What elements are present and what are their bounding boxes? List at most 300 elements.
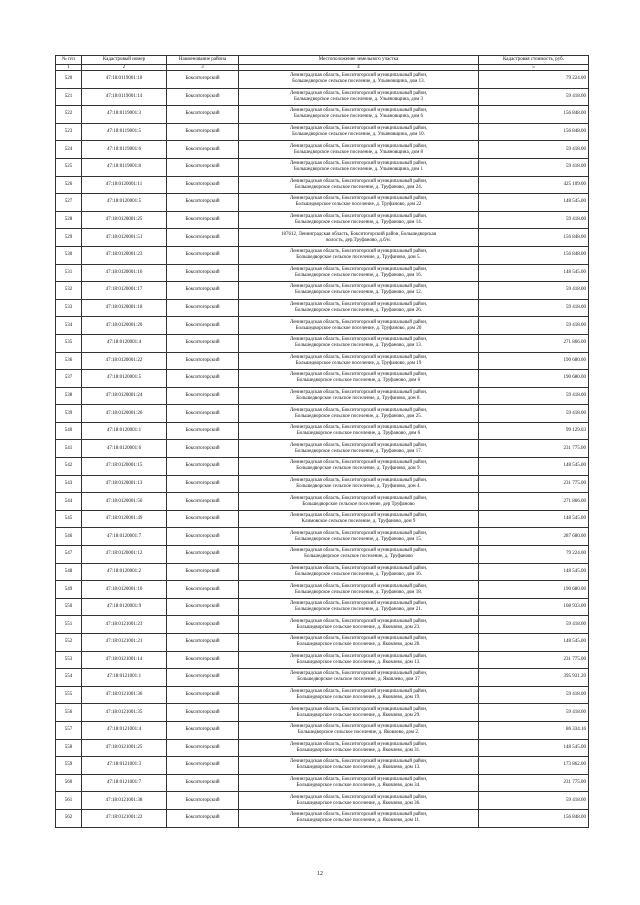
table-row xyxy=(56,106,589,124)
cadastral-value-cell: 148 545.00 xyxy=(479,264,589,282)
location-cell xyxy=(239,123,479,141)
location-line-2: Большедворское сельское поселение, д. Труфаново, дом 6 xyxy=(296,378,421,384)
location-line-1: Ленинградская область, Бокситогорский муниципальный район, xyxy=(289,143,428,149)
district-cell: Бокситогорский xyxy=(167,141,239,159)
cadastral-number-cell: 47:18:0121001:23 xyxy=(82,616,167,634)
cadastral-number-cell: 47:18:0120001:49 xyxy=(82,510,167,528)
location-line-1: Ленинградская область, Бокситогорский муниципальный район, xyxy=(289,249,428,255)
location-line-1: Ленинградская область, Бокситогорский муниципальный район, xyxy=(289,724,428,730)
table-row xyxy=(56,334,589,352)
location-cell xyxy=(239,370,479,388)
district-cell: Бокситогорский xyxy=(167,71,239,89)
location-line-2: Большедворское сельское поселение, д. Труфаново xyxy=(304,554,413,560)
location-line-1: Ленинградская область, Бокситогорский муниципальный район, xyxy=(289,389,428,395)
cadastral-value-cell: 59 418.00 xyxy=(479,88,589,106)
cadastral-number-cell: 47:18:0120001:20 xyxy=(82,317,167,335)
location-cell xyxy=(239,739,479,757)
district-cell: Бокситогорский xyxy=(167,563,239,581)
location-line-2: Большедворское сельское поселение, д. Труфаново, дом 4. xyxy=(296,483,421,489)
district-cell: Бокситогорский xyxy=(167,282,239,300)
cadastral-value-cell: 231 775.00 xyxy=(479,651,589,669)
table-row xyxy=(56,246,589,264)
cadastral-value-cell: 59 418.00 xyxy=(479,616,589,634)
cadastral-value-cell: 156 848.00 xyxy=(479,106,589,124)
row-number-cell: 521 xyxy=(56,88,82,106)
district-cell: Бокситогорский xyxy=(167,422,239,440)
table-row xyxy=(56,71,589,89)
location-line-2: Большедворское сельское поселение, д. Труфаново, дом 21. xyxy=(295,607,422,613)
row-number-cell: 532 xyxy=(56,282,82,300)
row-number-cell: 561 xyxy=(56,792,82,810)
cadastral-value-cell: 271 866.00 xyxy=(479,493,589,511)
location-line-2: Большедворское сельское поселение, д. Труфаново, дом 17. xyxy=(295,448,422,454)
location-line-1: Ленинградская область, Бокситогорский муниципальный район, xyxy=(289,337,428,343)
district-cell: Бокситогорский xyxy=(167,493,239,511)
location-cell xyxy=(239,71,479,89)
row-number-cell: 537 xyxy=(56,370,82,388)
table-row xyxy=(56,563,589,581)
cadastral-number-cell: 47:18:0120001:56 xyxy=(82,493,167,511)
row-number-cell: 549 xyxy=(56,581,82,599)
cadastral-value-cell: 190 680.00 xyxy=(479,581,589,599)
table-row xyxy=(56,282,589,300)
district-cell: Бокситогорский xyxy=(167,598,239,616)
table-header-row xyxy=(56,56,589,65)
cadastral-number-cell: 47:18:0120001:6 xyxy=(82,440,167,458)
table-row xyxy=(56,616,589,634)
district-cell: Бокситогорский xyxy=(167,317,239,335)
cadastral-value-cell: 59 418.00 xyxy=(479,317,589,335)
row-number-cell: 546 xyxy=(56,528,82,546)
location-line-1: Ленинградская область, Бокситогорский муниципальный район, xyxy=(289,196,428,202)
row-number-cell: 535 xyxy=(56,334,82,352)
location-line-2: Большедворское сельское поселение, д. Ульяновщина, дом 3 xyxy=(293,96,424,102)
location-line-2: Большедворское сельское поселение, д. Яковлево, дом 37 xyxy=(297,677,420,683)
column-number: 5 xyxy=(479,65,589,71)
location-cell xyxy=(239,264,479,282)
cadastral-number-cell: 47:18:0120001:23 xyxy=(82,246,167,264)
table-row xyxy=(56,317,589,335)
location-cell xyxy=(239,352,479,370)
location-line-2: Большедворское сельское поселение, д. Ульяновщина, дом 8 xyxy=(293,149,424,155)
table-row xyxy=(56,792,589,810)
cadastral-number-cell: 47:18:0119001:14 xyxy=(82,88,167,106)
header-cadastral-value: Кадастровая стоимость, руб. xyxy=(479,56,589,65)
location-cell xyxy=(239,493,479,511)
cadastral-value-cell: 156 848.00 xyxy=(479,123,589,141)
cadastral-value-cell: 148 545.00 xyxy=(479,510,589,528)
district-cell: Бокситогорский xyxy=(167,686,239,704)
location-line-1: Ленинградская область, Бокситогорский муниципальный район, xyxy=(289,284,428,290)
column-number: 3 xyxy=(167,65,239,71)
district-cell: Бокситогорский xyxy=(167,106,239,124)
cadastral-number-cell: 47:18:0121001:22 xyxy=(82,809,167,827)
cadastral-number-cell: 47:18:0121001:25 xyxy=(82,739,167,757)
location-cell xyxy=(239,774,479,792)
row-number-cell: 547 xyxy=(56,546,82,564)
row-number-cell: 553 xyxy=(56,651,82,669)
location-cell xyxy=(239,528,479,546)
cadastral-number-cell: 47:18:0120001:25 xyxy=(82,211,167,229)
location-line-1: Ленинградская область, Бокситогорский муниципальный район, xyxy=(289,706,428,712)
cadastral-number-cell: 47:18:0121001:38 xyxy=(82,792,167,810)
header-district: Наименование района xyxy=(167,56,239,65)
location-line-2: Большедворское сельское поселение, д. Ульяновщина, дом 13. xyxy=(292,79,425,85)
table-row xyxy=(56,352,589,370)
column-number: 2 xyxy=(82,65,167,71)
district-cell: Бокситогорский xyxy=(167,334,239,352)
location-line-2: Большедворское сельское поселение, д. Яковлево, дом 34. xyxy=(296,783,421,789)
cadastral-value-cell: 287 680.00 xyxy=(479,528,589,546)
row-number-cell: 555 xyxy=(56,686,82,704)
cadastral-number-cell: 47:18:0121001:36 xyxy=(82,686,167,704)
district-cell: Бокситогорский xyxy=(167,581,239,599)
location-cell xyxy=(239,405,479,423)
location-line-2: Большедворское сельское поселение, д. Труфаново, дом 18. xyxy=(295,589,422,595)
location-line-1: Ленинградская область, Бокситогорский муниципальный район, xyxy=(289,583,428,589)
location-line-1: Ленинградская область, Бокситогорский муниципальный район, xyxy=(289,689,428,695)
district-cell: Бокситогорский xyxy=(167,299,239,317)
district-cell: Бокситогорский xyxy=(167,475,239,493)
table-row xyxy=(56,528,589,546)
cadastral-value-cell: 59 418.00 xyxy=(479,387,589,405)
row-number-cell: 562 xyxy=(56,809,82,827)
cadastral-number-cell: 47:18:0119001:5 xyxy=(82,123,167,141)
location-line-2: Большедворское сельское поселение, д. Яковлево, дом 36. xyxy=(296,800,421,806)
district-cell: Бокситогорский xyxy=(167,387,239,405)
cadastral-number-cell: 47:18:0120001:13 xyxy=(82,475,167,493)
district-cell: Бокситогорский xyxy=(167,176,239,194)
cadastral-value-cell: 425 109.00 xyxy=(479,176,589,194)
cadastral-value-cell: 59 418.00 xyxy=(479,792,589,810)
location-line-2: Большедворское сельское поселение, д. Труфаново, дом 16. xyxy=(295,571,422,577)
location-line-1: Ленинградская область, Бокситогорский муниципальный район, xyxy=(289,671,428,677)
row-number-cell: 540 xyxy=(56,422,82,440)
location-cell xyxy=(239,387,479,405)
cadastral-number-cell: 47:18:0120001:2 xyxy=(82,563,167,581)
location-line-1: Ленинградская область, Бокситогорский муниципальный район, xyxy=(289,178,428,184)
district-cell: Бокситогорский xyxy=(167,634,239,652)
location-line-2: Большедворское сельское поселение, д. Труфаново, дом 6 xyxy=(296,431,421,437)
location-line-2: Большедворское сельское поселение, д. Яковлево, дом 29. xyxy=(296,712,421,718)
district-cell: Бокситогорский xyxy=(167,211,239,229)
cadastral-value-cell: 148 545.00 xyxy=(479,563,589,581)
district-cell: Бокситогорский xyxy=(167,194,239,212)
location-line-2: Большедворское сельское поселение, д. Труфаново, дом 5. xyxy=(296,255,421,261)
cadastral-value-cell: 148 545.00 xyxy=(479,739,589,757)
table-row xyxy=(56,739,589,757)
cadastral-value-cell: 148 545.00 xyxy=(479,458,589,476)
district-cell: Бокситогорский xyxy=(167,757,239,775)
location-cell xyxy=(239,475,479,493)
location-cell xyxy=(239,88,479,106)
row-number-cell: 536 xyxy=(56,352,82,370)
table-row xyxy=(56,299,589,317)
location-cell xyxy=(239,106,479,124)
row-number-cell: 545 xyxy=(56,510,82,528)
cadastral-value-cell: 231 775.00 xyxy=(479,440,589,458)
row-number-cell: 543 xyxy=(56,475,82,493)
district-cell: Бокситогорский xyxy=(167,246,239,264)
location-line-1: Ленинградская область, Бокситогорский муниципальный район, xyxy=(289,636,428,642)
district-cell: Бокситогорский xyxy=(167,792,239,810)
table-row xyxy=(56,774,589,792)
row-number-cell: 560 xyxy=(56,774,82,792)
cadastral-number-cell: 47:18:0120001:5 xyxy=(82,194,167,212)
cadastral-value-cell: 156 848.00 xyxy=(479,229,589,247)
cadastral-number-cell: 47:18:0120001:18 xyxy=(82,299,167,317)
header-cadastral-number: Кадастровый номер xyxy=(82,56,167,65)
table-row xyxy=(56,581,589,599)
table-row xyxy=(56,387,589,405)
table-row xyxy=(56,634,589,652)
location-line-1: Ленинградская область, Бокситогорский муниципальный район, xyxy=(289,618,428,624)
row-number-cell: 522 xyxy=(56,106,82,124)
location-cell xyxy=(239,669,479,687)
location-cell xyxy=(239,563,479,581)
location-cell xyxy=(239,229,479,247)
district-cell: Бокситогорский xyxy=(167,651,239,669)
location-line-1: 187612, Ленинградская область, Бокситогорский район, Большедворская xyxy=(280,231,437,237)
location-cell xyxy=(239,651,479,669)
location-line-2: Большедворское сельское поселение, д. Яковлево, дом 2. xyxy=(297,730,420,736)
district-cell: Бокситогорский xyxy=(167,616,239,634)
cadastral-number-cell: 47:18:0120001:10 xyxy=(82,581,167,599)
column-number: 4 xyxy=(239,65,479,71)
location-cell xyxy=(239,211,479,229)
cadastral-number-cell: 47:18:0121001:14 xyxy=(82,651,167,669)
cadastral-value-cell: 271 866.00 xyxy=(479,334,589,352)
location-cell xyxy=(239,334,479,352)
location-line-2: волость, дер.Труфаново, д.б/н. xyxy=(326,237,391,243)
district-cell: Бокситогорский xyxy=(167,546,239,564)
row-number-cell: 559 xyxy=(56,757,82,775)
location-line-1: Ленинградская область, Бокситогорский муниципальный район, xyxy=(289,425,428,431)
location-line-1: Ленинградская область, Бокситогорский муниципальный район, xyxy=(289,73,428,79)
table-row xyxy=(56,809,589,827)
location-line-2: Большедворское сельское поселение, д. Ульяновщина, дом 1 xyxy=(293,167,424,173)
location-cell xyxy=(239,581,479,599)
location-cell xyxy=(239,510,479,528)
cadastral-value-cell: 173 862.00 xyxy=(479,757,589,775)
location-line-2: Большедворское сельское поселение, д. Яковлево, дом 19. xyxy=(296,695,421,701)
row-number-cell: 529 xyxy=(56,229,82,247)
table-row xyxy=(56,158,589,176)
district-cell: Бокситогорский xyxy=(167,739,239,757)
table-row xyxy=(56,264,589,282)
table-row xyxy=(56,405,589,423)
location-cell xyxy=(239,704,479,722)
location-line-1: Ленинградская область, Бокситогорский муниципальный район, xyxy=(289,548,428,554)
column-number: 1 xyxy=(56,65,82,71)
district-cell: Бокситогорский xyxy=(167,264,239,282)
table-row xyxy=(56,651,589,669)
location-line-1: Ленинградская область, Бокситогорский муниципальный район, xyxy=(289,812,428,818)
location-line-1: Ленинградская область, Бокситогорский муниципальный район, xyxy=(289,741,428,747)
row-number-cell: 551 xyxy=(56,616,82,634)
location-line-2: Большедворское сельское поселение, д. Яковлево, дом 13. xyxy=(296,659,421,665)
cadastral-value-cell: 79 224.00 xyxy=(479,546,589,564)
cadastral-number-cell: 47:18:0120001:1 xyxy=(82,422,167,440)
location-line-2: Большедворское сельское поселение, д. Труфаново, дом 26. xyxy=(295,308,422,314)
cadastral-value-cell: 99 129.03 xyxy=(479,422,589,440)
cadastral-value-cell: 156 848.00 xyxy=(479,809,589,827)
location-line-1: Ленинградская область, Бокситогорский муниципальный район, xyxy=(289,319,428,325)
cadastral-value-cell: 59 418.00 xyxy=(479,686,589,704)
location-line-1: Ленинградская область, Бокситогорский муниципальный район, xyxy=(289,513,428,519)
cadastral-value-cell: 59 418.00 xyxy=(479,211,589,229)
cadastral-value-cell: 190 680.00 xyxy=(479,352,589,370)
location-line-1: Ленинградская область, Бокситогорский муниципальный район, xyxy=(289,565,428,571)
row-number-cell: 538 xyxy=(56,387,82,405)
district-cell: Бокситогорский xyxy=(167,158,239,176)
row-number-cell: 539 xyxy=(56,405,82,423)
district-cell: Бокситогорский xyxy=(167,528,239,546)
cadastral-value-cell: 59 418.00 xyxy=(479,141,589,159)
cadastral-number-cell: 47:18:0120001:15 xyxy=(82,458,167,476)
cadastral-number-cell: 47:18:0121001:35 xyxy=(82,704,167,722)
location-cell xyxy=(239,176,479,194)
location-cell xyxy=(239,792,479,810)
cadastral-number-cell: 47:18:0120001:11 xyxy=(82,176,167,194)
row-number-cell: 528 xyxy=(56,211,82,229)
location-line-2: Большедворское сельское поселение, д. Яковлево, дом 11. xyxy=(296,818,421,824)
row-number-cell: 541 xyxy=(56,440,82,458)
row-number-cell: 520 xyxy=(56,71,82,89)
location-line-1: Ленинградская область, Бокситогорский муниципальный район, xyxy=(289,759,428,765)
location-line-1: Ленинградская область, Бокситогорский муниципальный район, xyxy=(289,777,428,783)
location-line-2: Большедворское сельское поселение, д. Труфаново, дом 22 xyxy=(295,202,422,208)
cadastral-value-cell: 59 418.00 xyxy=(479,405,589,423)
table-row xyxy=(56,686,589,704)
row-number-cell: 525 xyxy=(56,158,82,176)
row-number-cell: 550 xyxy=(56,598,82,616)
row-number-cell: 531 xyxy=(56,264,82,282)
location-cell xyxy=(239,317,479,335)
location-line-2: Большедворское сельское поселение, д. Труфаново, дом 13. xyxy=(295,343,422,349)
table-row xyxy=(56,176,589,194)
cadastral-value-cell: 231 775.00 xyxy=(479,475,589,493)
location-line-1: Ленинградская область, Бокситогорский муниципальный район, xyxy=(289,372,428,378)
location-cell xyxy=(239,194,479,212)
location-cell xyxy=(239,598,479,616)
district-cell: Бокситогорский xyxy=(167,405,239,423)
cadastral-value-cell: 231 775.00 xyxy=(479,774,589,792)
cadastral-value-cell: 59 418.00 xyxy=(479,704,589,722)
table-row xyxy=(56,229,589,247)
table-row xyxy=(56,493,589,511)
table-row xyxy=(56,704,589,722)
location-cell xyxy=(239,809,479,827)
cadastral-number-cell: 47:18:0120001:26 xyxy=(82,405,167,423)
cadastral-number-cell: 47:18:0120001:7 xyxy=(82,528,167,546)
location-cell xyxy=(239,141,479,159)
table-row xyxy=(56,510,589,528)
district-cell: Бокситогорский xyxy=(167,352,239,370)
location-line-2: Большедворское сельское поселение, д. Труфаново, дом 24. xyxy=(295,184,422,190)
location-line-1: Ленинградская область, Бокситогорский муниципальный район, xyxy=(289,90,428,96)
row-number-cell: 544 xyxy=(56,493,82,511)
row-number-cell: 523 xyxy=(56,123,82,141)
table-body xyxy=(56,71,589,828)
cadastral-value-cell: 59 418.00 xyxy=(479,158,589,176)
district-cell: Бокситогорский xyxy=(167,440,239,458)
table-row xyxy=(56,458,589,476)
cadastral-number-cell: 47:18:0121001:7 xyxy=(82,774,167,792)
location-line-1: Ленинградская область, Бокситогорский муниципальный район, xyxy=(289,442,428,448)
cadastral-table xyxy=(55,55,589,828)
location-line-1: Ленинградская область, Бокситогорский муниципальный район, xyxy=(289,302,428,308)
location-line-2: Большедворское сельское поселение, д. Ульяновщина, дом 10. xyxy=(292,132,425,138)
cadastral-value-cell: 59 418.00 xyxy=(479,282,589,300)
row-number-cell: 552 xyxy=(56,634,82,652)
cadastral-number-cell: 47:18:0120001:12 xyxy=(82,546,167,564)
table-row xyxy=(56,475,589,493)
cadastral-value-cell: 59 418.00 xyxy=(479,299,589,317)
row-number-cell: 557 xyxy=(56,721,82,739)
row-number-cell: 548 xyxy=(56,563,82,581)
location-line-2: Большедворское сельское поселение, д. Труфаново, дом 15. xyxy=(295,536,422,542)
location-cell xyxy=(239,282,479,300)
location-line-2: Большедворское сельское поселение, д. Труфаново, дом 9. xyxy=(296,466,421,472)
location-line-2: Большедворское сельское поселение, д. Труфаново, дом 12. xyxy=(295,290,422,296)
location-line-1: Ленинградская область, Бокситогорский муниципальный район, xyxy=(289,407,428,413)
location-line-2: Большедворское сельское поселение, д. Труфаново, дом 14. xyxy=(295,220,422,226)
table-row xyxy=(56,141,589,159)
location-line-1: Ленинградская область, Бокситогорский муниципальный район, xyxy=(289,601,428,607)
cadastral-value-cell: 190 680.00 xyxy=(479,370,589,388)
cadastral-value-cell: 148 545.00 xyxy=(479,634,589,652)
location-line-2: Большедворское сельское поселение, д. Труфаново, дом 16. xyxy=(295,272,422,278)
table-row xyxy=(56,370,589,388)
cadastral-number-cell: 47:18:0121001:1 xyxy=(82,669,167,687)
row-number-cell: 558 xyxy=(56,739,82,757)
table-row xyxy=(56,211,589,229)
cadastral-number-cell: 47:18:0121001:3 xyxy=(82,757,167,775)
row-number-cell: 534 xyxy=(56,317,82,335)
cadastral-number-cell: 47:18:0120001:16 xyxy=(82,264,167,282)
location-line-2: Большедворское сельское поселение, д. Яковлево, дом 31. xyxy=(296,747,421,753)
location-line-1: Ленинградская область, Бокситогорский муниципальный район, xyxy=(289,460,428,466)
location-cell xyxy=(239,158,479,176)
location-line-2: Большедворское сельское поселение, д. Яковлево, дом 23. xyxy=(296,624,421,630)
location-line-1: Ленинградская область, Бокситогорский муниципальный район, xyxy=(289,126,428,132)
row-number-cell: 556 xyxy=(56,704,82,722)
cadastral-value-cell: 79 224.00 xyxy=(479,71,589,89)
location-cell xyxy=(239,546,479,564)
table-row xyxy=(56,669,589,687)
cadastral-value-cell: 86 334.16 xyxy=(479,721,589,739)
location-line-2: Большедворское сельское поселение, д. Труфаново, дом 19 xyxy=(295,360,422,366)
row-number-cell: 530 xyxy=(56,246,82,264)
cadastral-number-cell: 47:18:0120001:9 xyxy=(82,598,167,616)
district-cell: Бокситогорский xyxy=(167,669,239,687)
row-number-cell: 533 xyxy=(56,299,82,317)
location-line-2: Большедворское сельское поселение, д. Ульяновщина, дом 6 xyxy=(293,114,424,120)
location-line-1: Ленинградская область, Бокситогорский муниципальный район, xyxy=(289,266,428,272)
location-line-1: Ленинградская область, Бокситогорский муниципальный район, xyxy=(289,495,428,501)
row-number-cell: 524 xyxy=(56,141,82,159)
district-cell: Бокситогорский xyxy=(167,88,239,106)
location-cell xyxy=(239,616,479,634)
district-cell: Бокситогорский xyxy=(167,370,239,388)
location-line-1: Ленинградская область, Бокситогорский муниципальный район, xyxy=(289,108,428,114)
header-number: № п/п xyxy=(56,56,82,65)
cadastral-value-cell: 148 545.00 xyxy=(479,194,589,212)
page-number: 12 xyxy=(317,871,323,877)
location-line-2: Большедворское сельское поселение, д. Труфаново, дом 25. xyxy=(295,413,422,419)
location-line-2: Климовское сельское поселение, д. Труфаново, дом 9 xyxy=(301,519,416,525)
